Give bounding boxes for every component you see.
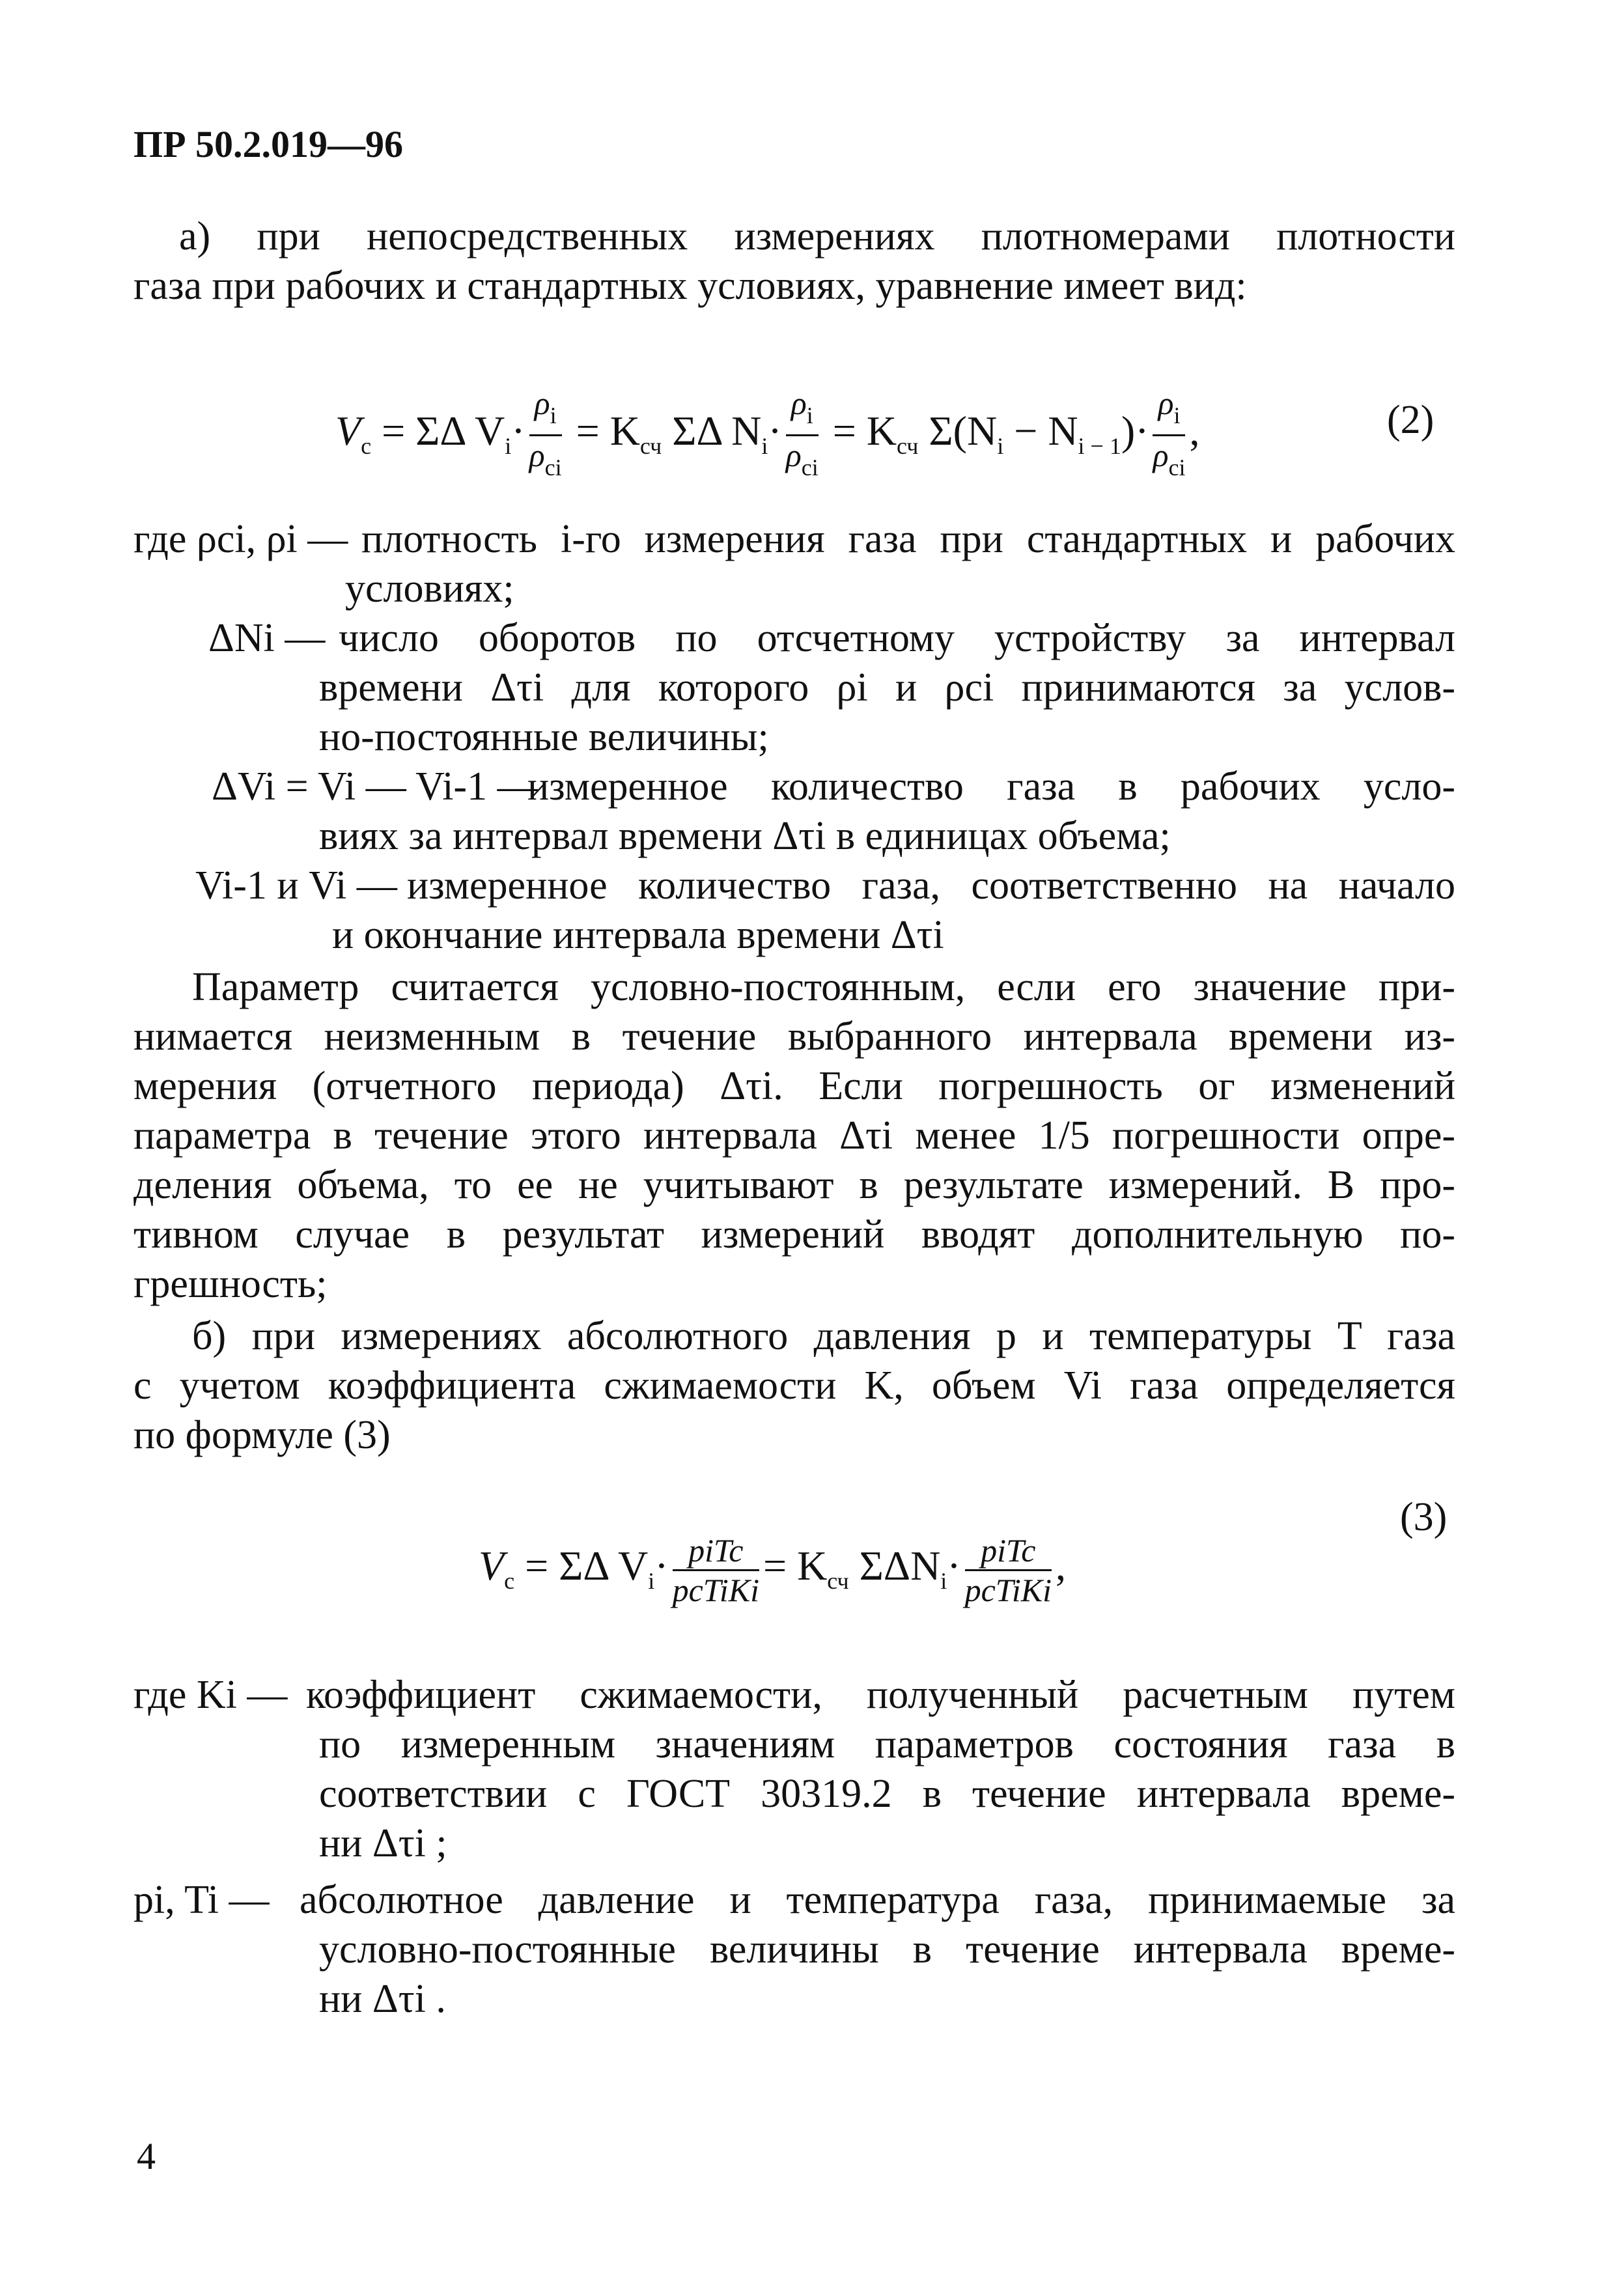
f2-vc: V [335,408,361,454]
f3-sum-dv: = ΣΔ V [525,1543,649,1589]
def-a-3-line-1: измеренное количество газа в рабочих усло- [527,764,1455,809]
f2-eq-k-1: = K [576,408,640,454]
param-line-2: нимается неизменным в течение выбранного интервала времени из- [133,1014,1455,1059]
def-a-3-lhs: ΔVi = Vi — Vi-1 — [212,764,538,809]
equation-number-2: (2) [1387,398,1435,442]
f2-sub-i-1: i [505,433,512,460]
f2-eq-k-2: = K [832,408,897,454]
def-a-1-line-2: условиях; [345,566,514,611]
page-number: 4 [137,2135,156,2177]
item-b-line-1: б) при измерениях абсолютного давления p и температуры T газа [192,1314,1455,1358]
param-line-5: деления объема, то ее не учитывают в результате измерений. В про- [133,1163,1455,1207]
f2-sum-n: Σ(N [929,408,998,454]
document-code: ПР 50.2.019—96 [133,123,404,165]
item-b-line-3: по формуле (3) [133,1413,391,1457]
def-b-2-lhs: pi, Ti — [133,1878,270,1922]
f2-sub-sch-2: сч [897,433,919,460]
f3-sum-dn: ΣΔN [859,1543,941,1589]
f2-frac-2: $\frac{\rho_i}{\rho_{ci}}$ [785,385,819,481]
param-line-1: Параметр считается условно-постоянным, если его значение при- [192,965,1455,1009]
f2-sum-dn: ΣΔ N [672,408,762,454]
param-line-7: грешность; [133,1262,328,1306]
f2-sub-i-2: i [761,433,768,460]
def-b-1-line-1: коэффициент сжимаемости, полученный расчетным путем [306,1673,1455,1717]
def-a-2-lhs: ΔNi — [208,616,326,660]
f3-eq-k: = K [763,1543,828,1589]
param-line-6: тивном случае в результат измерений вводят дополнительную по- [133,1212,1455,1257]
def-b-1-line-3: соответствии с ГОСТ 30319.2 в течение интервала време- [319,1772,1455,1816]
f3-sub-i: i [648,1568,655,1594]
formula-2: $V_с = \Sigma\Delta$ $V_i\cdot$ $\frac{\rho_i}{\rho_{ci}}$ = $K_{сч}$ ΣΔ $N_i\cdot$ $\frac{\rho_i}{\rho_{ci}}$ = $K_{сч}$ $\Sigma(N_i - N_{i - 1})\cdot$ $\frac{\rho_i}{\rho_{ci}}$ , [335,384,1199,486]
def-b-2-line-3: ни Δτi . [319,1977,446,2021]
item-a-line-1: а) при непосредственных измерениях плотномерами плотности [179,214,1455,258]
f3-vc: V [479,1543,505,1589]
f3-frac-2: $\frac{\text{piTc}}{\text{pcTiKi}}$ [964,1531,1052,1608]
f2-sub-i-3: i [997,433,1004,460]
f3-comma: , [1055,1543,1066,1589]
def-a-4-lhs: Vi-1 и Vi — [195,863,397,908]
param-line-4: параметра в течение этого интервала Δτi менее 1/5 погрешности опре- [133,1113,1455,1158]
f2-sub-sch-1: сч [639,433,662,460]
f2-sub-c: с [361,433,372,460]
param-line-3: мерения (отчетного периода) Δτi. Если погрешность ог изменений [133,1064,1455,1108]
f2-minus-n: − N [1014,408,1078,454]
f2-frac-3: $\frac{\rho_i}{\rho_{ci}}$ [1153,385,1186,481]
def-a-1-line-1: плотность i-го измерения газа при стандартных и рабочих [361,517,1455,561]
f3-frac-1: $\frac{\text{piTc}}{\text{pcTiKi}}$ [672,1531,759,1608]
def-b-2-line-1: абсолютное давление и температура газа, принимаемые за [300,1878,1455,1922]
f2-comma: , [1189,408,1200,454]
def-a-4-line-1: измеренное количество газа, соответственно на начало [407,863,1455,908]
f2-close: )· [1121,408,1149,454]
def-b-2-line-2: условно-постоянные величины в течение интервала време- [319,1927,1455,1972]
def-b-1-line-4: ни Δτi ; [319,1821,447,1865]
def-a-4-line-2: и окончание интервала времени Δτi [332,913,944,957]
def-a-2-line-1: число оборотов по отсчетному устройству за интервал [339,616,1455,660]
def-a-2-line-2: времени Δτi для которого ρi и ρci принимаются за услов- [319,665,1455,710]
item-b-line-2: с учетом коэффициента сжимаемости K, объем Vi газа определяется [133,1363,1455,1408]
def-a-1-lhs: где ρci, ρi — [133,517,348,561]
f3-sub-sch: сч [827,1568,849,1594]
def-b-1-lhs: где Ki — [133,1673,288,1717]
equation-number-3: (3) [1400,1495,1448,1539]
def-b-1-line-2: по измеренным значениям параметров состояния газа в [319,1722,1455,1766]
def-a-2-line-3: но-постоянные величины; [319,715,769,759]
f2-sub-i1: i − 1 [1078,433,1121,460]
f3-sub-c: с [504,1568,515,1594]
item-a-line-2: газа при рабочих и стандартных условиях, уравнение имеет вид: [133,264,1247,308]
f2-sum-dv: = ΣΔ V [382,408,505,454]
def-a-3-line-2: виях за интервал времени Δτi в единицах объема; [319,814,1171,858]
f3-sub-i-2: i [940,1568,947,1594]
formula-3: $V_с = \Sigma\Delta$ $V_i\cdot$ $\frac{\text{piTc}}{\text{pcTiKi}}$ = $K_{сч}$ $\Sigma\Delta N_i\cdot$ $\frac{\text{piTc}}{\text{pcTiKi}}$ , [479,1531,1066,1608]
f2-frac-1: $\frac{\rho_i}{\rho_{ci}}$ [529,385,562,481]
